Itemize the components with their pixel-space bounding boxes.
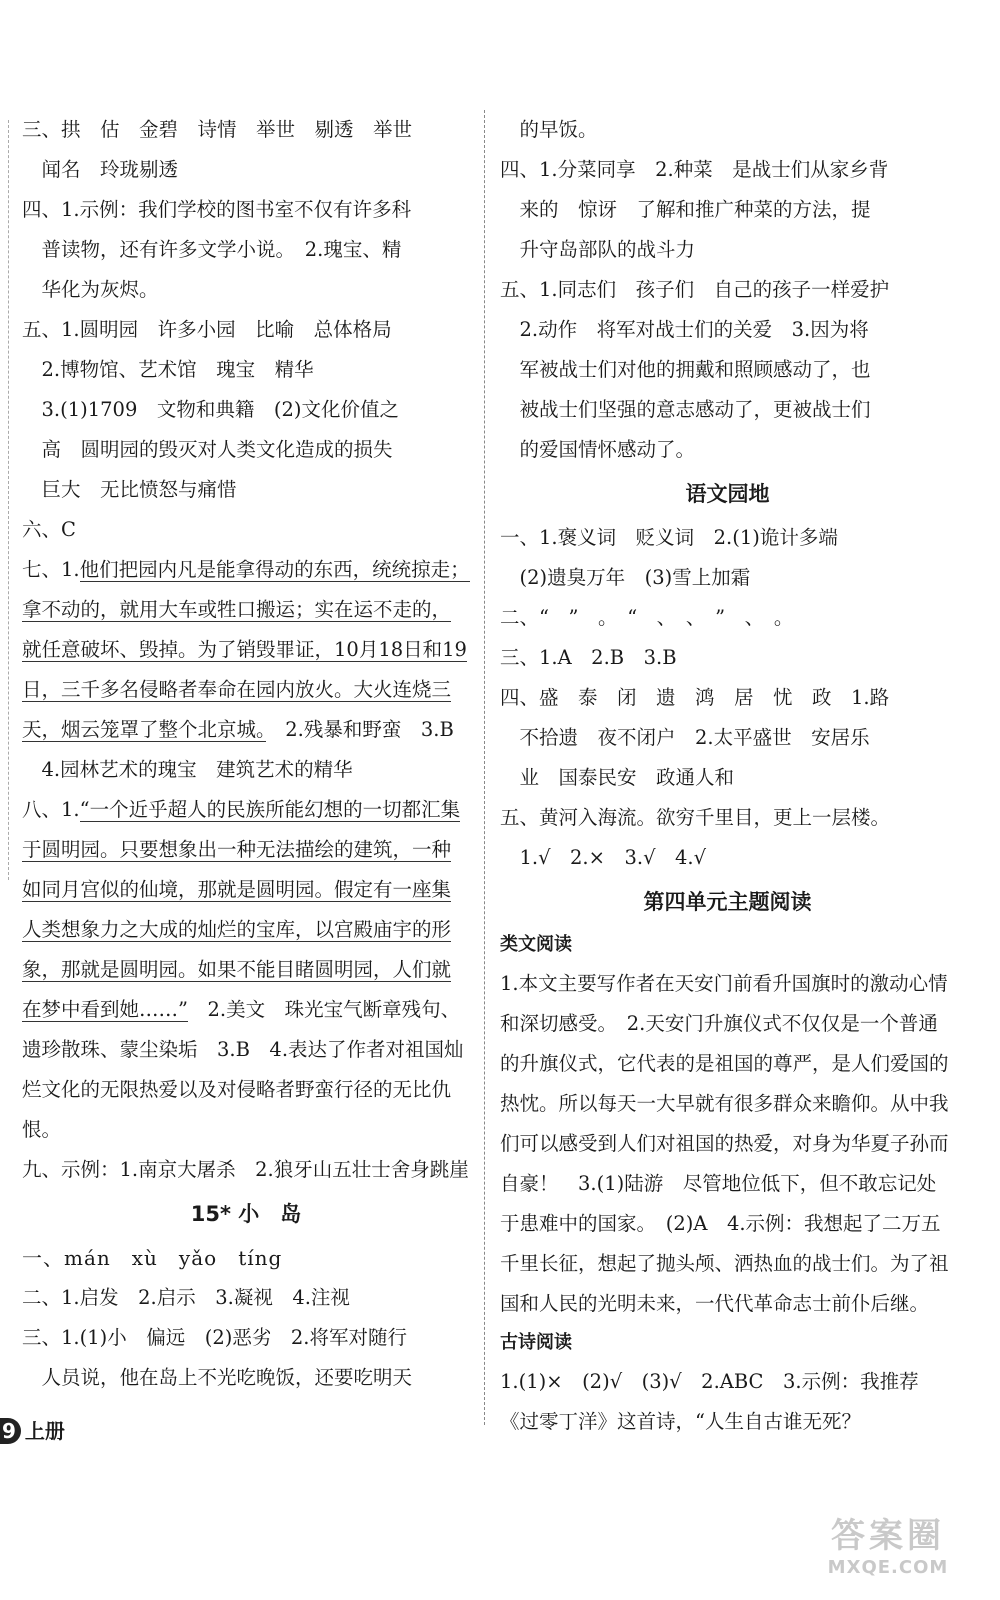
watermark-text: 答案圈 [831, 1516, 945, 1556]
answer-line: 2.动作 将军对战士们的关爱 3.因为将 [500, 318, 869, 341]
answer-line: 一、1.褒义词 贬义词 2.(1)诡计多端 [500, 526, 838, 549]
answer-line: 华化为灰烬。 [22, 278, 159, 301]
section-title-unit-reading: 第四单元主题阅读 [643, 890, 812, 914]
answer-line: 3.(1)1709 文物和典籍 (2)文化价值之 [22, 398, 399, 421]
answer-line: (2)遗臭万年 (3)雪上加霜 [500, 566, 751, 589]
answer-line: 高 圆明园的毁灭对人类文化造成的损失 [22, 438, 393, 461]
answer-line: 人员说，他在岛上不光吃晚饭，还要吃明天 [22, 1366, 413, 1389]
answer-line: 四、1.分菜同享 2.种菜 是战士们从家乡背 [500, 158, 889, 181]
answer-line: 三、拱 估 金碧 诗情 举世 剔透 举世 [22, 118, 413, 141]
answer-line: 四、盛 泰 闭 遗 鸿 居 忧 政 1.路 [500, 686, 890, 709]
item-number: 八、1. [22, 798, 80, 821]
answer-line: 被战士们坚强的意志感动了，更被战士们 [500, 398, 871, 421]
answer-line: 不拾遗 夜不闭户 2.太平盛世 安居乐 [500, 726, 870, 749]
answer-line: 的爱国情怀感动了。 [500, 438, 696, 461]
leiwen-answers: 1.本文主要写作者在天安门前看升国旗时的激动心情和深切感受。 2.天安门升旗仪式不仅仅是一个普通的升旗仪式，它代表的是祖国的尊严，是人们爱国的热忱。所以每天一大早就有很多群众来瞻仰。从中我们可以感受到人们对祖国的热爱，对身为华夏子孙而自豪！ 3.(1)陆游 尽管地位低下，但不敢忘记处于患难中的国家。 (2)A 4.示例：我想起了二万五千里长征，想起了抛头颅、洒热血的战士们。为了祖国和人民的光明未来，一代代革命志士前仆后继。 [500, 972, 949, 1315]
answer-eight [22, 790, 470, 1150]
answer-line: 业 国泰民安 政通人和 [500, 766, 735, 789]
left-column [22, 110, 470, 1398]
lesson-title: 15* 小 岛 [190, 1202, 302, 1226]
page-number: 9 [0, 1418, 21, 1444]
answer-nine: 九、示例：1.南京大屠杀 2.狼牙山五壮士舍身跳崖 [22, 1158, 469, 1181]
pinyin-answer: 一、mán xù yǎo tíng [22, 1246, 283, 1270]
answer-line: 五、1.圆明园 许多小园 比喻 总体格局 [22, 318, 392, 341]
answer-seven [22, 550, 470, 750]
right-column [500, 110, 955, 1442]
answer-line: 来的 惊讶 了解和推广种菜的方法，提 [500, 198, 871, 221]
answer-continuation: 2.残暴和野蛮 3.B [265, 718, 454, 741]
volume-label: 上册 [24, 1419, 65, 1443]
answer-line: 军被战士们对他的拥戴和照顾感动了，也 [500, 358, 871, 381]
answer-line: 升守岛部队的战斗力 [500, 238, 696, 261]
underlined-passage: 他们把园内凡是能拿得动的东西，统统掠走；拿不动的，就用大车或牲口搬运；实在运不走的，就任意破坏、毁掉。为了销毁罪证，10月18日和19日，三千多名侵略者奉命在园内放火。大火连烧三天，烟云笼罩了整个北京城。 [22, 558, 470, 741]
underlined-passage: “一个近乎超人的民族所能幻想的一切都汇集于圆明园。只要想象出一种无法描绘的建筑，一种如同月宫似的仙境，那就是圆明园。假定有一座集人类想象力之大成的灿烂的宝库，以宫殿庙宇的形象，那就是圆明园。如果不能目睹圆明园，人们就在梦中看到她……” [22, 798, 461, 1021]
page-footer [0, 1415, 65, 1444]
answer-line: 三、1.A 2.B 3.B [500, 646, 677, 669]
section-title-yuwen-yuandi: 语文园地 [685, 482, 770, 506]
margin-dash-mark [8, 120, 9, 880]
answer-line: 四、1.示例：我们学校的图书室不仅有许多科 [22, 198, 412, 221]
column-divider [484, 110, 485, 1425]
watermark-logo [798, 1515, 978, 1585]
subheading-gushi: 古诗阅读 [500, 1332, 572, 1353]
answer-continuation: 2.美文 珠光宝气断章残句、遗珍散珠、蒙尘染垢 3.B 4.表达了作者对祖国灿烂文化的无限热爱以及对侵略者野蛮行径的无比仇恨。 [22, 998, 464, 1141]
answer-line: 三、1.(1)小 偏远 (2)恶劣 2.将军对随行 [22, 1326, 407, 1349]
answer-line: 2.博物馆、艺术馆 瑰宝 精华 [22, 358, 314, 381]
answer-line: 普读物，还有许多文学小说。 2.瑰宝、精 [22, 238, 402, 261]
answer-line: 二、1.启发 2.启示 3.凝视 4.注视 [22, 1286, 350, 1309]
answer-line: 五、黄河入海流。欲穷千里目，更上一层楼。 [500, 806, 891, 829]
answer-line: 1.√ 2.× 3.√ 4.√ [500, 846, 707, 869]
punctuation-answer: 二、“ ” 。 “ 、 、 ” 、 。 [500, 606, 794, 629]
answer-line: 五、1.同志们 孩子们 自己的孩子一样爱护 [500, 278, 890, 301]
answer-line: 六、C [22, 518, 76, 541]
answer-line: 的早饭。 [500, 118, 598, 141]
gushi-answers: 1.(1)× (2)√ (3)√ 2.ABC 3.示例：我推荐《过零丁洋》这首诗，“人生自古谁无死？ [500, 1370, 919, 1433]
watermark-url: MXQE.COM [827, 1557, 949, 1578]
answer-line: 4.园林艺术的瑰宝 建筑艺术的精华 [22, 758, 353, 781]
answer-line: 巨大 无比愤怒与痛惜 [22, 478, 237, 501]
item-number: 七、1. [22, 558, 80, 581]
answer-line: 闻名 玲珑剔透 [22, 158, 179, 181]
subheading-leiwen: 类文阅读 [500, 934, 572, 955]
